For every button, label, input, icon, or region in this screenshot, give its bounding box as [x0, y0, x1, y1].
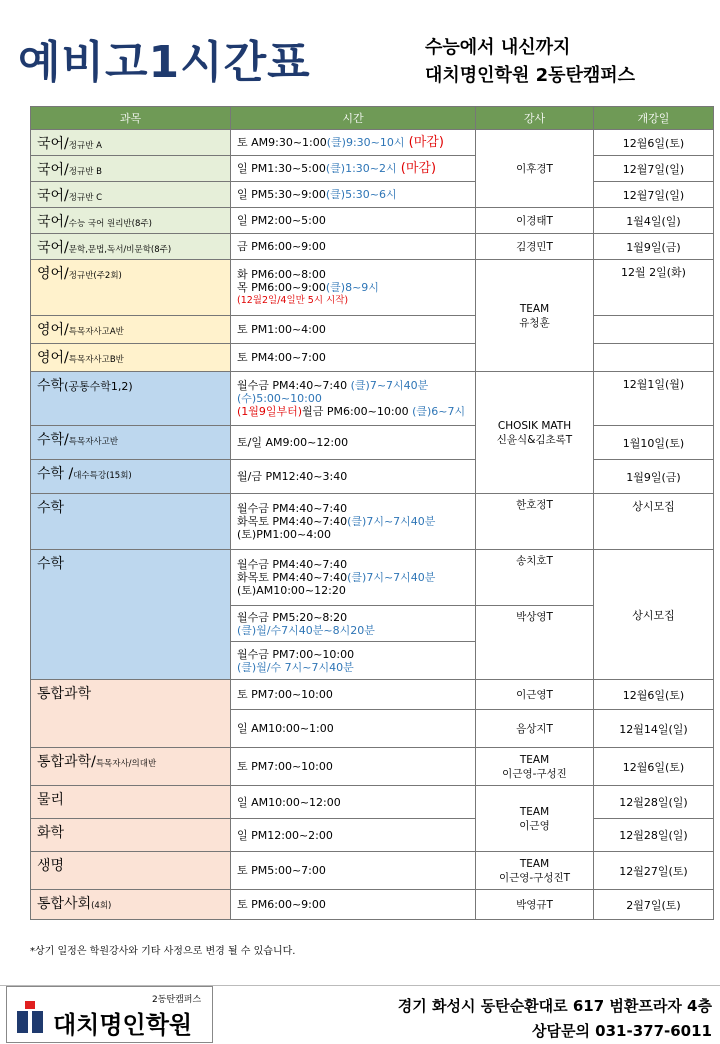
time-cell — [231, 606, 476, 642]
subject-name: 생명 — [37, 858, 65, 874]
time-cell: 일 PM2:00~5:00 — [231, 208, 476, 234]
time-text: 월수금 PM4:40~7:40 — [237, 379, 351, 392]
instructor-name: 유청훈 — [519, 316, 550, 329]
table-row — [31, 680, 714, 710]
time-cell: 토 PM7:00~10:00 — [231, 680, 476, 710]
subject-detail: 수능 국어 원리반(8주) — [68, 219, 152, 229]
date-cell: 12월28일(일) — [594, 819, 714, 852]
clinic-time: (클)월/수7시40분~8시20분 — [237, 623, 375, 637]
subject-cell — [31, 260, 231, 316]
subject-name: 국어/ — [37, 188, 69, 204]
instructor-team: CHOSIK MATH — [497, 419, 572, 432]
subject-name: 국어/ — [37, 240, 69, 256]
table-row — [31, 234, 714, 260]
closed-badge: (마감) — [404, 135, 444, 150]
instructor-cell: 박상영T — [476, 606, 594, 680]
logo-academy-name: 대치명인학원 — [53, 1011, 193, 1039]
table-row — [31, 156, 714, 182]
date-cell — [594, 316, 714, 344]
logo-campus-label: 2동탄캠퍼스 — [152, 995, 202, 1005]
table-row — [31, 316, 714, 344]
subject-detail: 특목자사고반 — [68, 437, 119, 447]
date-cell: 12월7일(일) — [594, 182, 714, 208]
instructor-cell: 송치호T — [476, 550, 594, 606]
subject-detail: 특목자사고B반 — [68, 355, 124, 365]
subject-cell — [31, 208, 231, 234]
date-cell: 12월6일(토) — [594, 748, 714, 786]
time-cell: 일 AM10:00~12:00 — [231, 786, 476, 819]
instructor-cell — [476, 372, 594, 494]
clinic-time: (클)월/수 7시~7시40분 — [237, 660, 354, 674]
date-cell: 2월7일(토) — [594, 890, 714, 920]
time-line — [237, 515, 469, 528]
date-cell: 12월14일(일) — [594, 710, 714, 748]
subject-cell — [31, 182, 231, 208]
table-row — [31, 890, 714, 920]
instructor-name: 신윤식&김초록T — [496, 433, 573, 446]
instructor-cell — [476, 852, 594, 890]
subject-detail: 특목자사고A반 — [68, 327, 124, 337]
schedule-table — [30, 106, 714, 920]
instructor-cell — [476, 786, 594, 852]
table-row — [31, 748, 714, 786]
subject-name: 국어/ — [37, 162, 69, 178]
time-cell — [231, 550, 476, 606]
time-line — [237, 571, 469, 584]
time-cell — [231, 182, 476, 208]
subject-detail: 문학,문법,독서/비문학(8주) — [68, 245, 172, 255]
subject-cell — [31, 852, 231, 890]
subject-detail: 정규반(주2회) — [68, 271, 122, 281]
time-cell — [231, 642, 476, 680]
subject-cell — [31, 819, 231, 852]
clinic-time: (클)7~7시40분 — [350, 379, 429, 392]
campus-line-1: 수능에서 내신까지 — [425, 37, 571, 58]
time-text: 일 PM1:30~5:00 — [237, 162, 326, 175]
date-cell: 12월28일(일) — [594, 786, 714, 819]
time-cell: 토 PM4:00~7:00 — [231, 344, 476, 372]
time-cell: 월/금 PM12:40~3:40 — [231, 460, 476, 494]
footer — [0, 985, 720, 1041]
time-text: 월금 PM6:00~10:00 — [302, 405, 413, 418]
time-cell: 일 PM12:00~2:00 — [231, 819, 476, 852]
table-header-row — [31, 107, 714, 130]
subject-detail: 정규반 B — [68, 167, 102, 177]
col-header-start-date: 개강일 — [594, 107, 714, 130]
clinic-time: (클)8~9시 — [325, 281, 379, 294]
time-text: 화 PM6:00~8:00 — [237, 268, 326, 281]
table-row — [31, 494, 714, 550]
date-cell: 1월9일(금) — [594, 460, 714, 494]
subject-name: 통합과학 — [37, 686, 92, 702]
subject-cell — [31, 748, 231, 786]
table-row — [31, 130, 714, 156]
date-cell: 1월10일(토) — [594, 426, 714, 460]
subject-name: 수학 — [37, 500, 65, 516]
table-row — [31, 372, 714, 426]
instructor-name: 이근영-구성진 — [502, 767, 567, 780]
instructor-team: TEAM — [519, 753, 550, 766]
contact-info — [398, 994, 712, 1044]
time-cell: 토 PM6:00~9:00 — [231, 890, 476, 920]
time-text: 월수금 PM4:40~7:40 — [237, 502, 348, 515]
date-cell: 12월27일(토) — [594, 852, 714, 890]
clinic-time: (클)6~7시 — [412, 405, 466, 418]
date-cell: 상시모집 — [594, 494, 714, 550]
time-cell — [231, 260, 476, 316]
subject-name: 통합과학/ — [37, 754, 96, 770]
instructor-team: TEAM — [519, 302, 550, 315]
schedule-note: (12월2일/4일만 5시 시작) — [237, 295, 349, 306]
subject-cell — [31, 316, 231, 344]
col-header-instructor: 강사 — [476, 107, 594, 130]
clinic-time: (클)1:30~2시 — [325, 162, 397, 175]
date-cell: 1월4일(일) — [594, 208, 714, 234]
time-text: 토 AM9:30~1:00 — [237, 136, 327, 149]
table-row — [31, 819, 714, 852]
subject-name: 영어/ — [37, 266, 69, 282]
date-cell: 12월7일(일) — [594, 156, 714, 182]
subject-detail: 대수특강(15회) — [73, 471, 132, 481]
time-text: 월수금 PM7:00~10:00 — [237, 647, 355, 661]
col-header-subject: 과목 — [31, 107, 231, 130]
subject-cell — [31, 156, 231, 182]
schedule-change-note: *상기 일정은 학원강사와 기타 사정으로 변경 될 수 있습니다. — [30, 946, 296, 957]
instructor-cell — [476, 748, 594, 786]
time-cell: 토 PM5:00~7:00 — [231, 852, 476, 890]
clinic-time: (클)5:30~6시 — [325, 188, 397, 201]
subject-detail: 정규반 A — [68, 141, 102, 151]
instructor-cell: 이근영T — [476, 680, 594, 710]
schedule-note: (1월9일부터) — [237, 405, 303, 418]
date-cell: 1월9일(금) — [594, 234, 714, 260]
subject-cell — [31, 786, 231, 819]
instructor-cell: 한호정T — [476, 494, 594, 550]
subject-cell — [31, 494, 231, 550]
table-row — [31, 344, 714, 372]
time-cell: 금 PM6:00~9:00 — [231, 234, 476, 260]
time-text: 일 PM5:30~9:00 — [237, 188, 326, 201]
instructor-cell: 이경태T — [476, 208, 594, 234]
time-line — [237, 379, 469, 392]
subject-cell — [31, 680, 231, 748]
table-row — [31, 208, 714, 234]
date-cell: 12월6일(토) — [594, 680, 714, 710]
table-row — [31, 182, 714, 208]
subject-detail: 정규반 C — [68, 193, 103, 203]
academy-logo-icon — [17, 1001, 43, 1033]
instructor-name: 이근영-구성진T — [498, 871, 571, 884]
instructor-cell — [476, 260, 594, 372]
page-title: 예비고1시간표 — [18, 37, 311, 88]
subject-detail: (공통수학1,2) — [64, 380, 133, 393]
subject-cell — [31, 130, 231, 156]
date-cell: 12월6일(토) — [594, 130, 714, 156]
table-row — [31, 550, 714, 606]
subject-name: 국어/ — [37, 214, 69, 230]
clinic-time: (수)5:00~10:00 — [237, 392, 322, 405]
date-cell: 12월 2일(화) — [594, 260, 714, 316]
date-cell: 상시모집 — [594, 550, 714, 680]
subject-name: 화학 — [37, 825, 65, 841]
subject-name: 영어/ — [37, 350, 69, 366]
subject-cell — [31, 550, 231, 680]
table-row — [31, 786, 714, 819]
time-text: 월수금 PM4:40~7:40 — [237, 558, 348, 571]
date-cell — [594, 344, 714, 372]
instructor-team: TEAM — [519, 805, 550, 818]
clinic-time: (클)7시~7시40분 — [347, 571, 436, 584]
instructor-cell: 이후경T — [476, 130, 594, 208]
subject-cell — [31, 372, 231, 426]
subject-name: 통합사회 — [37, 896, 92, 912]
subject-cell — [31, 460, 231, 494]
campus-line-2: 대치명인학원 2동탄캠퍼스 — [425, 65, 636, 86]
time-cell — [231, 130, 476, 156]
date-cell: 12월1일(월) — [594, 372, 714, 426]
time-text: (토)PM1:00~4:00 — [237, 528, 331, 541]
subject-name: 영어/ — [37, 322, 69, 338]
time-text: (토)AM10:00~12:20 — [237, 584, 346, 597]
clinic-time: (클)9:30~10시 — [326, 136, 405, 149]
time-cell: 토 PM7:00~10:00 — [231, 748, 476, 786]
subject-name: 수학 — [37, 556, 65, 572]
time-line — [237, 281, 469, 294]
subject-name: 국어/ — [37, 136, 69, 152]
subject-name: 수학/ — [37, 432, 69, 448]
time-cell — [231, 494, 476, 550]
subject-detail: 특목자사/의대반 — [95, 759, 157, 769]
subject-cell — [31, 344, 231, 372]
subject-detail: (4회) — [91, 901, 112, 911]
time-text: 월수금 PM5:20~8:20 — [237, 610, 348, 624]
address: 경기 화성시 동탄순환대로 617 범환프라자 4층 — [397, 997, 712, 1015]
table-row — [31, 852, 714, 890]
subject-cell — [31, 234, 231, 260]
campus-heading — [425, 34, 635, 90]
time-cell: 일 AM10:00~1:00 — [231, 710, 476, 748]
instructor-team: TEAM — [519, 857, 550, 870]
instructor-cell: 김경민T — [476, 234, 594, 260]
phone: 상담문의 031-377-6011 — [531, 1022, 712, 1040]
instructor-name: 이근영 — [519, 819, 550, 832]
time-cell — [231, 156, 476, 182]
time-line — [237, 405, 469, 418]
table-row — [31, 460, 714, 494]
clinic-time: (클)7시~7시40분 — [347, 515, 436, 528]
time-cell: 토 PM1:00~4:00 — [231, 316, 476, 344]
instructor-cell: 박영규T — [476, 890, 594, 920]
subject-cell — [31, 890, 231, 920]
time-cell — [231, 372, 476, 426]
table-row — [31, 260, 714, 316]
academy-logo — [6, 986, 213, 1043]
time-text: 목 PM6:00~9:00 — [237, 281, 326, 294]
time-text: 화목토 PM4:40~7:40 — [237, 571, 348, 584]
subject-cell — [31, 426, 231, 460]
table-row — [31, 426, 714, 460]
subject-name: 수학 — [37, 378, 65, 394]
instructor-cell: 음상지T — [476, 710, 594, 748]
time-cell: 토/일 AM9:00~12:00 — [231, 426, 476, 460]
time-text: 화목토 PM4:40~7:40 — [237, 515, 348, 528]
closed-badge: (마감) — [396, 161, 437, 176]
subject-name: 수학 / — [37, 466, 74, 482]
subject-name: 물리 — [37, 792, 65, 808]
col-header-time: 시간 — [231, 107, 476, 130]
